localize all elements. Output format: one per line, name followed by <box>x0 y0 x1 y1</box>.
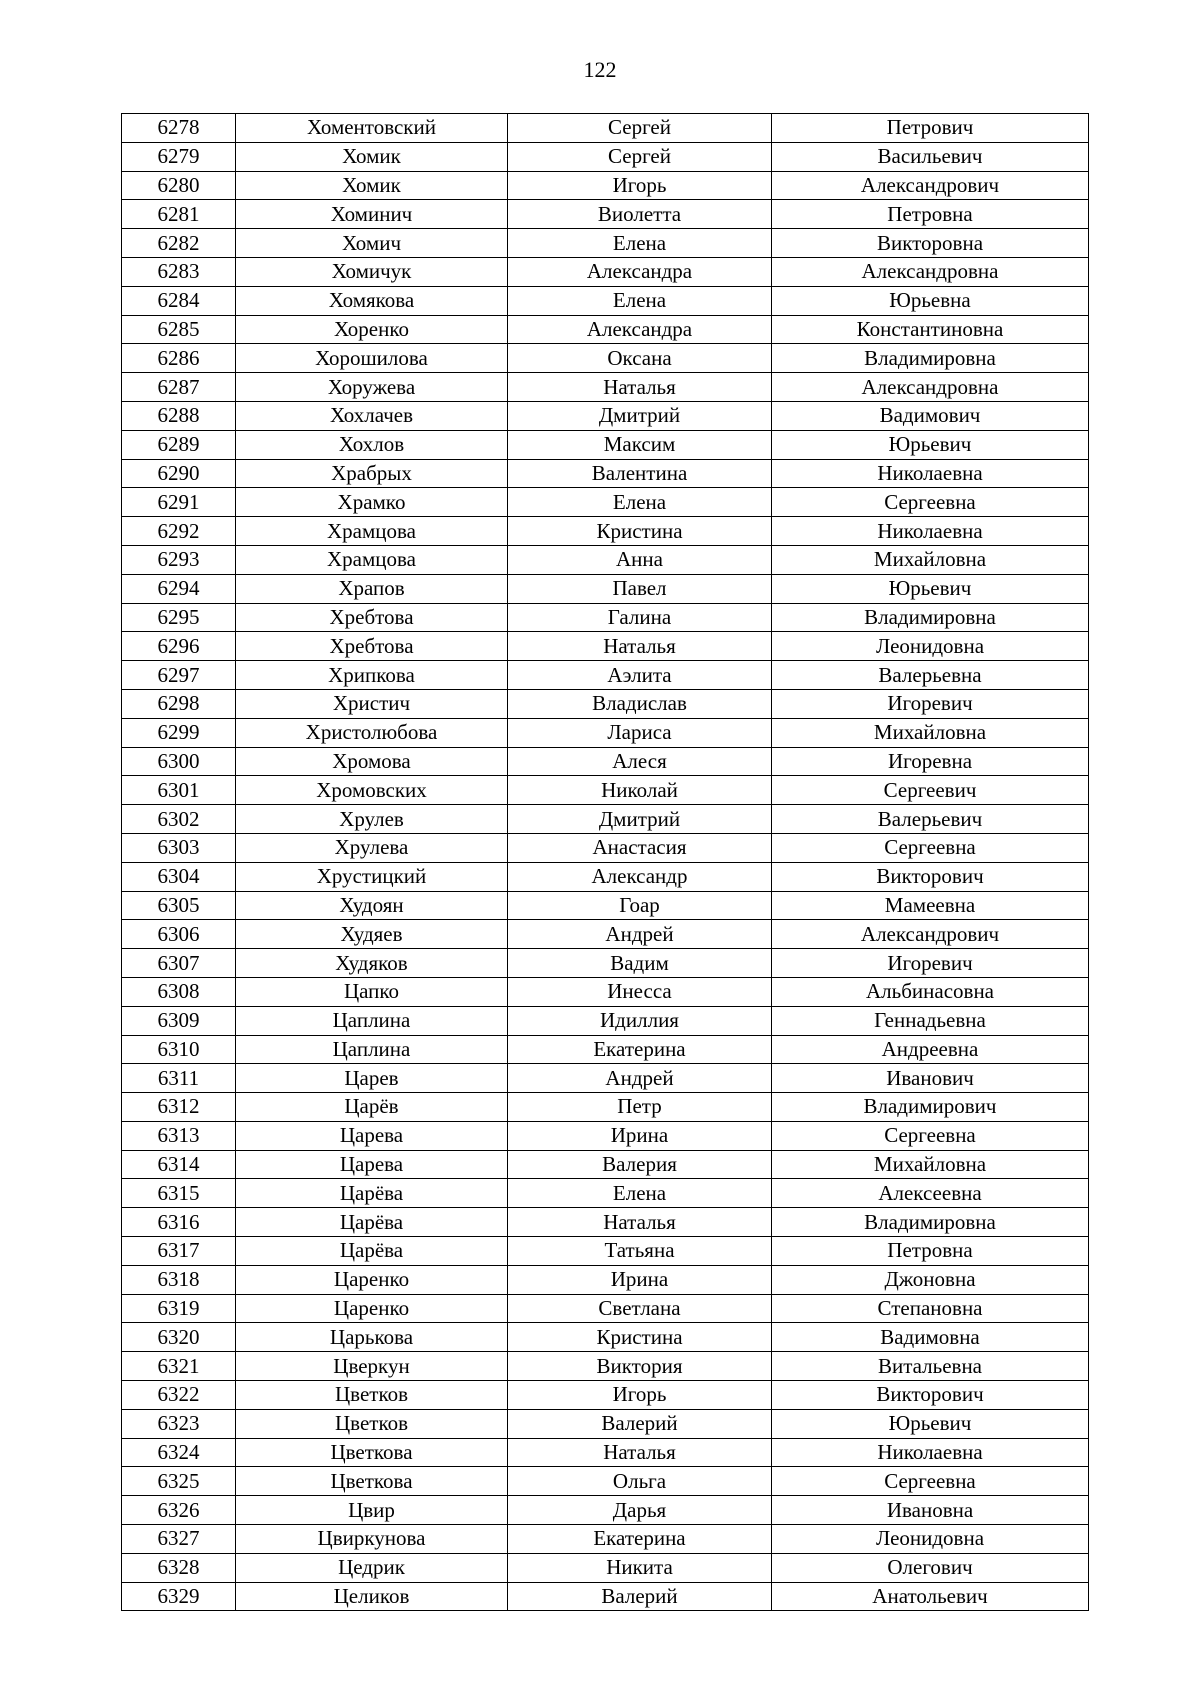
first-name-cell: Наталья <box>508 632 772 661</box>
row-number-cell: 6278 <box>122 114 236 143</box>
last-name-cell: Худяков <box>236 949 508 978</box>
first-name-cell: Лариса <box>508 718 772 747</box>
table-row <box>122 142 1089 171</box>
table-row <box>122 977 1089 1006</box>
last-name-cell: Хрипкова <box>236 661 508 690</box>
table-row <box>122 747 1089 776</box>
last-name-cell: Царёва <box>236 1208 508 1237</box>
first-name-cell: Наталья <box>508 373 772 402</box>
first-name-cell: Валентина <box>508 459 772 488</box>
row-number-cell: 6286 <box>122 344 236 373</box>
last-name-cell: Цветкова <box>236 1467 508 1496</box>
last-name-cell: Хоминич <box>236 200 508 229</box>
last-name-cell: Царев <box>236 1064 508 1093</box>
first-name-cell: Валерий <box>508 1582 772 1611</box>
last-name-cell: Хрулева <box>236 833 508 862</box>
table-row <box>122 1064 1089 1093</box>
first-name-cell: Галина <box>508 603 772 632</box>
patronymic-cell: Анатольевич <box>772 1582 1089 1611</box>
patronymic-cell: Николаевна <box>772 517 1089 546</box>
table-row <box>122 632 1089 661</box>
table-row <box>122 1121 1089 1150</box>
patronymic-cell: Игоревна <box>772 747 1089 776</box>
last-name-cell: Хомик <box>236 171 508 200</box>
last-name-cell: Хоренко <box>236 315 508 344</box>
row-number-cell: 6322 <box>122 1381 236 1410</box>
patronymic-cell: Александровна <box>772 257 1089 286</box>
last-name-cell: Хромова <box>236 747 508 776</box>
patronymic-cell: Михайловна <box>772 1150 1089 1179</box>
last-name-cell: Хребтова <box>236 603 508 632</box>
first-name-cell: Ирина <box>508 1121 772 1150</box>
last-name-cell: Хромовских <box>236 776 508 805</box>
first-name-cell: Кристина <box>508 517 772 546</box>
last-name-cell: Царёва <box>236 1179 508 1208</box>
row-number-cell: 6318 <box>122 1265 236 1294</box>
table-row <box>122 171 1089 200</box>
table-row <box>122 1035 1089 1064</box>
first-name-cell: Виктория <box>508 1352 772 1381</box>
patronymic-cell: Викторович <box>772 1381 1089 1410</box>
row-number-cell: 6308 <box>122 977 236 1006</box>
row-number-cell: 6295 <box>122 603 236 632</box>
last-name-cell: Цветков <box>236 1409 508 1438</box>
patronymic-cell: Сергеевна <box>772 1121 1089 1150</box>
row-number-cell: 6315 <box>122 1179 236 1208</box>
table-row <box>122 661 1089 690</box>
patronymic-cell: Леонидовна <box>772 632 1089 661</box>
last-name-cell: Царева <box>236 1121 508 1150</box>
first-name-cell: Дмитрий <box>508 805 772 834</box>
first-name-cell: Екатерина <box>508 1035 772 1064</box>
patronymic-cell: Константиновна <box>772 315 1089 344</box>
table-row <box>122 257 1089 286</box>
last-name-cell: Хрулев <box>236 805 508 834</box>
table-row <box>122 459 1089 488</box>
first-name-cell: Александра <box>508 315 772 344</box>
last-name-cell: Хомич <box>236 229 508 258</box>
last-name-cell: Храмцова <box>236 517 508 546</box>
patronymic-cell: Витальевна <box>772 1352 1089 1381</box>
first-name-cell: Светлана <box>508 1294 772 1323</box>
patronymic-cell: Викторович <box>772 862 1089 891</box>
patronymic-cell: Иванович <box>772 1064 1089 1093</box>
patronymic-cell: Мамеевна <box>772 891 1089 920</box>
row-number-cell: 6309 <box>122 1006 236 1035</box>
row-number-cell: 6317 <box>122 1237 236 1266</box>
first-name-cell: Анастасия <box>508 833 772 862</box>
first-name-cell: Валерия <box>508 1150 772 1179</box>
first-name-cell: Александр <box>508 862 772 891</box>
patronymic-cell: Михайловна <box>772 718 1089 747</box>
row-number-cell: 6305 <box>122 891 236 920</box>
patronymic-cell: Геннадьевна <box>772 1006 1089 1035</box>
first-name-cell: Наталья <box>508 1438 772 1467</box>
table-row <box>122 1265 1089 1294</box>
last-name-cell: Храпов <box>236 574 508 603</box>
table-row <box>122 689 1089 718</box>
first-name-cell: Валерий <box>508 1409 772 1438</box>
last-name-cell: Хоментовский <box>236 114 508 143</box>
row-number-cell: 6298 <box>122 689 236 718</box>
patronymic-cell: Игоревич <box>772 949 1089 978</box>
first-name-cell: Вадим <box>508 949 772 978</box>
row-number-cell: 6306 <box>122 920 236 949</box>
patronymic-cell: Вадимович <box>772 401 1089 430</box>
last-name-cell: Христолюбова <box>236 718 508 747</box>
table-row <box>122 1294 1089 1323</box>
patronymic-cell: Владимировна <box>772 1208 1089 1237</box>
first-name-cell: Петр <box>508 1093 772 1122</box>
table-row <box>122 1208 1089 1237</box>
table-row <box>122 1093 1089 1122</box>
row-number-cell: 6310 <box>122 1035 236 1064</box>
last-name-cell: Храмцова <box>236 545 508 574</box>
patronymic-cell: Михайловна <box>772 545 1089 574</box>
table-row <box>122 373 1089 402</box>
first-name-cell: Николай <box>508 776 772 805</box>
patronymic-cell: Петровна <box>772 1237 1089 1266</box>
first-name-cell: Дарья <box>508 1496 772 1525</box>
row-number-cell: 6319 <box>122 1294 236 1323</box>
patronymic-cell: Валерьевич <box>772 805 1089 834</box>
first-name-cell: Ирина <box>508 1265 772 1294</box>
patronymic-cell: Сергеевич <box>772 776 1089 805</box>
table-row <box>122 862 1089 891</box>
last-name-cell: Храмко <box>236 488 508 517</box>
row-number-cell: 6303 <box>122 833 236 862</box>
row-number-cell: 6299 <box>122 718 236 747</box>
first-name-cell: Владислав <box>508 689 772 718</box>
first-name-cell: Александра <box>508 257 772 286</box>
patronymic-cell: Юрьевич <box>772 1409 1089 1438</box>
row-number-cell: 6304 <box>122 862 236 891</box>
row-number-cell: 6326 <box>122 1496 236 1525</box>
row-number-cell: 6288 <box>122 401 236 430</box>
table-row <box>122 891 1089 920</box>
row-number-cell: 6307 <box>122 949 236 978</box>
last-name-cell: Цаплина <box>236 1035 508 1064</box>
table-row <box>122 488 1089 517</box>
last-name-cell: Царёв <box>236 1093 508 1122</box>
patronymic-cell: Валерьевна <box>772 661 1089 690</box>
row-number-cell: 6313 <box>122 1121 236 1150</box>
row-number-cell: 6292 <box>122 517 236 546</box>
first-name-cell: Аэлита <box>508 661 772 690</box>
last-name-cell: Хрустицкий <box>236 862 508 891</box>
last-name-cell: Худоян <box>236 891 508 920</box>
table-row <box>122 315 1089 344</box>
first-name-cell: Сергей <box>508 114 772 143</box>
first-name-cell: Наталья <box>508 1208 772 1237</box>
last-name-cell: Царенко <box>236 1265 508 1294</box>
table-row <box>122 1467 1089 1496</box>
first-name-cell: Виолетта <box>508 200 772 229</box>
first-name-cell: Ольга <box>508 1467 772 1496</box>
row-number-cell: 6302 <box>122 805 236 834</box>
table-row <box>122 1352 1089 1381</box>
row-number-cell: 6324 <box>122 1438 236 1467</box>
row-number-cell: 6294 <box>122 574 236 603</box>
patronymic-cell: Юрьевич <box>772 430 1089 459</box>
table-row <box>122 776 1089 805</box>
first-name-cell: Елена <box>508 229 772 258</box>
table-row <box>122 1237 1089 1266</box>
last-name-cell: Хомик <box>236 142 508 171</box>
last-name-cell: Хорошилова <box>236 344 508 373</box>
patronymic-cell: Олегович <box>772 1553 1089 1582</box>
row-number-cell: 6314 <box>122 1150 236 1179</box>
row-number-cell: 6290 <box>122 459 236 488</box>
row-number-cell: 6312 <box>122 1093 236 1122</box>
patronymic-cell: Сергеевна <box>772 1467 1089 1496</box>
first-name-cell: Елена <box>508 1179 772 1208</box>
first-name-cell: Гоар <box>508 891 772 920</box>
registry-table <box>121 113 1089 1611</box>
patronymic-cell: Юрьевна <box>772 286 1089 315</box>
patronymic-cell: Николаевна <box>772 1438 1089 1467</box>
first-name-cell: Елена <box>508 286 772 315</box>
patronymic-cell: Петровна <box>772 200 1089 229</box>
table-row <box>122 1525 1089 1554</box>
patronymic-cell: Вадимовна <box>772 1323 1089 1352</box>
table-row <box>122 344 1089 373</box>
table-row <box>122 603 1089 632</box>
patronymic-cell: Игоревич <box>772 689 1089 718</box>
page-number: 122 <box>583 57 617 82</box>
row-number-cell: 6291 <box>122 488 236 517</box>
row-number-cell: 6284 <box>122 286 236 315</box>
patronymic-cell: Викторовна <box>772 229 1089 258</box>
table-row <box>122 1381 1089 1410</box>
patronymic-cell: Юрьевич <box>772 574 1089 603</box>
patronymic-cell: Сергеевна <box>772 833 1089 862</box>
last-name-cell: Цветков <box>236 1381 508 1410</box>
table-row <box>122 574 1089 603</box>
first-name-cell: Игорь <box>508 171 772 200</box>
row-number-cell: 6323 <box>122 1409 236 1438</box>
last-name-cell: Хохлов <box>236 430 508 459</box>
last-name-cell: Храбрых <box>236 459 508 488</box>
last-name-cell: Цвир <box>236 1496 508 1525</box>
patronymic-cell: Александровна <box>772 373 1089 402</box>
first-name-cell: Кристина <box>508 1323 772 1352</box>
last-name-cell: Хребтова <box>236 632 508 661</box>
last-name-cell: Цаплина <box>236 1006 508 1035</box>
row-number-cell: 6280 <box>122 171 236 200</box>
first-name-cell: Оксана <box>508 344 772 373</box>
table-row <box>122 114 1089 143</box>
table-row <box>122 1409 1089 1438</box>
patronymic-cell: Васильевич <box>772 142 1089 171</box>
first-name-cell: Алеся <box>508 747 772 776</box>
patronymic-cell: Николаевна <box>772 459 1089 488</box>
patronymic-cell: Владимирович <box>772 1093 1089 1122</box>
last-name-cell: Царькова <box>236 1323 508 1352</box>
patronymic-cell: Петрович <box>772 114 1089 143</box>
last-name-cell: Целиков <box>236 1582 508 1611</box>
table-row <box>122 1496 1089 1525</box>
patronymic-cell: Сергеевна <box>772 488 1089 517</box>
table-row <box>122 949 1089 978</box>
last-name-cell: Цапко <box>236 977 508 1006</box>
table-row <box>122 1006 1089 1035</box>
last-name-cell: Хохлачев <box>236 401 508 430</box>
table-row <box>122 286 1089 315</box>
row-number-cell: 6289 <box>122 430 236 459</box>
row-number-cell: 6281 <box>122 200 236 229</box>
patronymic-cell: Владимировна <box>772 344 1089 373</box>
row-number-cell: 6320 <box>122 1323 236 1352</box>
table-row <box>122 1323 1089 1352</box>
last-name-cell: Цвиркунова <box>236 1525 508 1554</box>
patronymic-cell: Александрович <box>772 920 1089 949</box>
table-row <box>122 1438 1089 1467</box>
last-name-cell: Царева <box>236 1150 508 1179</box>
first-name-cell: Сергей <box>508 142 772 171</box>
first-name-cell: Андрей <box>508 1064 772 1093</box>
row-number-cell: 6279 <box>122 142 236 171</box>
patronymic-cell: Ивановна <box>772 1496 1089 1525</box>
first-name-cell: Игорь <box>508 1381 772 1410</box>
first-name-cell: Дмитрий <box>508 401 772 430</box>
table-row <box>122 718 1089 747</box>
first-name-cell: Инесса <box>508 977 772 1006</box>
last-name-cell: Хомякова <box>236 286 508 315</box>
table-row <box>122 200 1089 229</box>
first-name-cell: Павел <box>508 574 772 603</box>
row-number-cell: 6285 <box>122 315 236 344</box>
last-name-cell: Худяев <box>236 920 508 949</box>
last-name-cell: Цветкова <box>236 1438 508 1467</box>
table-row <box>122 229 1089 258</box>
patronymic-cell: Леонидовна <box>772 1525 1089 1554</box>
row-number-cell: 6316 <box>122 1208 236 1237</box>
last-name-cell: Царенко <box>236 1294 508 1323</box>
row-number-cell: 6296 <box>122 632 236 661</box>
patronymic-cell: Андреевна <box>772 1035 1089 1064</box>
row-number-cell: 6329 <box>122 1582 236 1611</box>
last-name-cell: Христич <box>236 689 508 718</box>
table-row <box>122 545 1089 574</box>
row-number-cell: 6328 <box>122 1553 236 1582</box>
first-name-cell: Анна <box>508 545 772 574</box>
last-name-cell: Хомичук <box>236 257 508 286</box>
first-name-cell: Идиллия <box>508 1006 772 1035</box>
last-name-cell: Цедрик <box>236 1553 508 1582</box>
patronymic-cell: Джоновна <box>772 1265 1089 1294</box>
row-number-cell: 6321 <box>122 1352 236 1381</box>
registry-table-body <box>122 114 1089 1611</box>
table-row <box>122 1179 1089 1208</box>
table-row <box>122 430 1089 459</box>
first-name-cell: Максим <box>508 430 772 459</box>
table-row <box>122 1582 1089 1611</box>
first-name-cell: Никита <box>508 1553 772 1582</box>
row-number-cell: 6293 <box>122 545 236 574</box>
first-name-cell: Андрей <box>508 920 772 949</box>
row-number-cell: 6311 <box>122 1064 236 1093</box>
table-row <box>122 517 1089 546</box>
patronymic-cell: Владимировна <box>772 603 1089 632</box>
patronymic-cell: Альбинасовна <box>772 977 1089 1006</box>
last-name-cell: Царёва <box>236 1237 508 1266</box>
patronymic-cell: Алексеевна <box>772 1179 1089 1208</box>
last-name-cell: Цверкун <box>236 1352 508 1381</box>
row-number-cell: 6297 <box>122 661 236 690</box>
row-number-cell: 6327 <box>122 1525 236 1554</box>
first-name-cell: Екатерина <box>508 1525 772 1554</box>
row-number-cell: 6325 <box>122 1467 236 1496</box>
table-row <box>122 1150 1089 1179</box>
patronymic-cell: Степановна <box>772 1294 1089 1323</box>
row-number-cell: 6282 <box>122 229 236 258</box>
row-number-cell: 6301 <box>122 776 236 805</box>
row-number-cell: 6283 <box>122 257 236 286</box>
first-name-cell: Елена <box>508 488 772 517</box>
row-number-cell: 6287 <box>122 373 236 402</box>
table-row <box>122 1553 1089 1582</box>
table-row <box>122 401 1089 430</box>
first-name-cell: Татьяна <box>508 1237 772 1266</box>
patronymic-cell: Александрович <box>772 171 1089 200</box>
table-row <box>122 833 1089 862</box>
last-name-cell: Хоружева <box>236 373 508 402</box>
table-row <box>122 805 1089 834</box>
row-number-cell: 6300 <box>122 747 236 776</box>
table-row <box>122 920 1089 949</box>
